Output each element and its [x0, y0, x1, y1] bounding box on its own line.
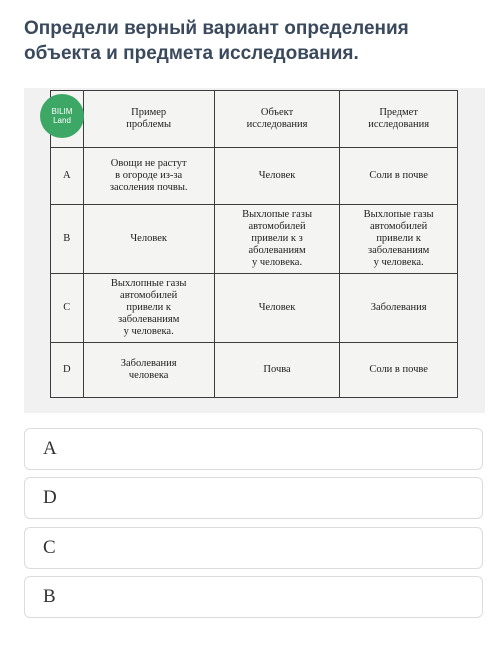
row-letter: C: [51, 274, 84, 343]
row-object: Почва: [214, 343, 339, 398]
header-subject: Предмет исследования: [340, 91, 458, 148]
row-letter: A: [51, 148, 84, 205]
header-object: Объект исследования: [214, 91, 339, 148]
research-table: [50, 90, 458, 398]
option-label: A: [43, 438, 57, 459]
header-example: Пример проблемы: [83, 91, 214, 148]
table-row: [51, 343, 458, 398]
row-object: Человек: [214, 274, 339, 343]
row-letter: D: [51, 343, 84, 398]
row-object: Выхлопые газы автомобилей привели к з аболеваниям у человека.: [214, 205, 339, 274]
row-subject: Выхлопые газы автомобилей привели к заболеваниям у человека.: [340, 205, 458, 274]
question-title: Определи верный вариант определения объекта и предмета исследования.: [24, 18, 409, 64]
row-letter: B: [51, 205, 84, 274]
table-row: [51, 148, 458, 205]
row-example: Выхлопные газы автомобилей привели к заболеваниям у человека.: [83, 274, 214, 343]
bilimland-logo: [40, 94, 84, 138]
row-object: Человек: [214, 148, 339, 205]
row-subject: Соли в почве: [340, 148, 458, 205]
table-row: [51, 205, 458, 274]
logo-text-line1: BILIM: [51, 107, 73, 116]
row-example: Заболевания человека: [83, 343, 214, 398]
answer-option-1[interactable]: [24, 428, 483, 470]
row-subject: Заболевания: [340, 274, 458, 343]
answer-option-3[interactable]: [24, 527, 483, 569]
option-label: C: [43, 537, 56, 558]
table-header-row: [51, 91, 458, 148]
answer-option-4[interactable]: [24, 576, 483, 618]
logo-text-line2: Land: [53, 116, 71, 125]
option-label: B: [43, 586, 56, 607]
table-row: [51, 274, 458, 343]
row-example: Человек: [83, 205, 214, 274]
option-label: D: [43, 487, 57, 508]
row-example: Овощи не растут в огороде из-за засоления почвы.: [83, 148, 214, 205]
answer-option-2[interactable]: [24, 477, 483, 519]
row-subject: Соли в почве: [340, 343, 458, 398]
